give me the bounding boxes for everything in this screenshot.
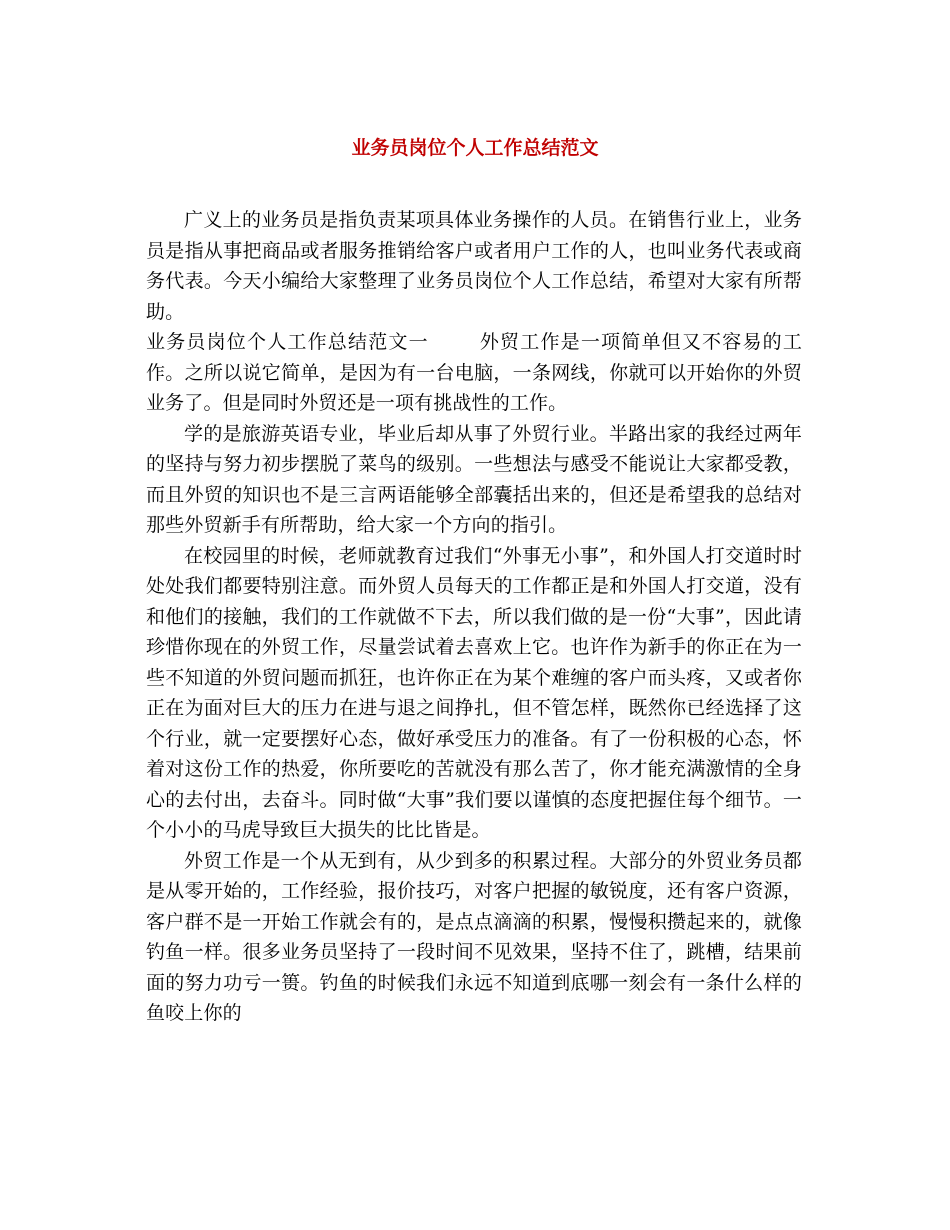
section-lead-text: 外贸工作是一项简单但又不容易的工作。之所以说它简单，是因为有一台电脑，一条网线，你就可以开始你的外贸业务了。但是同时外贸还是一项有挑战性的工作。 <box>146 331 802 414</box>
body-paragraph: 学的是旅游英语专业，毕业后却从事了外贸行业。半路出家的我经过两年的坚持与努力初步摆脱了菜鸟的级别。一些想法与感受不能说让大家都受教，而且外贸的知识也不是三言两语能够全部囊括出来的，但还是希望我的总结对那些外贸新手有所帮助，给大家一个方向的指引。 <box>146 422 802 536</box>
intro-paragraph <box>146 205 802 327</box>
document-title: 业务员岗位个人工作总结范文 <box>351 137 599 159</box>
intro-text: 广义上的业务员是指负责某项具体业务操作的人员。在销售行业上，业务员是指从事把商品或者服务推销给客户或者用户工作的人，也叫业务代表或商务代表。今天小编给大家整理了业务员岗位个人工作总结，希望对大家有所帮助。 <box>146 209 802 323</box>
document-body <box>146 205 802 1029</box>
section-heading: 业务员岗位个人工作总结范文一 <box>146 331 429 353</box>
body-paragraph: 在校园里的时候，老师就教育过我们“外事无小事”，和外国人打交道时时处处我们都要特别注意。而外贸人员每天的工作都正是和外国人打交道，没有和他们的接触，我们的工作就做不下去，所以我们做的是一份“大事”，因此请珍惜你现在的外贸工作，尽量尝试着去喜欢上它。也许作为新手的你正在为一些不知道的外贸问题而抓狂，也许你正在为某个难缠的客户而头疼，又或者你正在为面对巨大的压力在进与退之间挣扎，但不管怎样，既然你已经选择了这个行业，就一定要摆好心态，做好承受压力的准备。有了一份积极的心态，怀着对这份工作的热爱，你所要吃的苦就没有那么苦了，你才能充满激情的全身心的去付出，去奋斗。同时做“大事”我们要以谨慎的态度把握住每个细节。一个小小的马虎导致巨大损失的比比皆是。 <box>146 544 802 841</box>
section-paragraph <box>146 327 802 419</box>
body-paragraph: 外贸工作是一个从无到有，从少到多的积累过程。大部分的外贸业务员都是从零开始的，工作经验，报价技巧，对客户把握的敏锐度，还有客户资源，客户群不是一开始工作就会有的，是点点滴滴的积累，慢慢积攒起来的，就像钓鱼一样。很多业务员坚持了一段时间不见效果，坚持不住了，跳槽，结果前面的努力功亏一篑。钓鱼的时候我们永远不知道到底哪一刻会有一条什么样的鱼咬上你的 <box>146 849 802 1024</box>
